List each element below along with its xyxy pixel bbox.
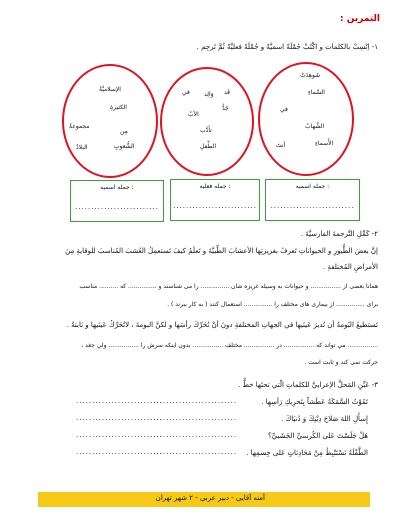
q2-translation-line: ................ مي تواند که ................ در ................ مختلف ................ بدون اینکه سرش را ................ ولي جغد ، [81, 342, 378, 349]
circle-word: جَدُّ [222, 105, 229, 112]
circle-word: الشِّهابُ [305, 123, 325, 130]
circle-word: في [182, 89, 190, 96]
box-answer-line: .......................... [270, 202, 355, 210]
q2-arabic-line: تَستطيعُ البُومةُ أن تُديرَ عَينَيها في الجهاتِ المختلفةِ دونَ أنْ تُحَرِّكَ رأسَها و لكنَّ البومةَ ، لاتُحَرِّكُ عَينَيها و ثابتةٌ . [66, 321, 378, 329]
q3-answer-blank[interactable]: ........................... [76, 431, 164, 439]
circle-word: وَالِد [204, 91, 214, 98]
circle-word: الإسلاميَّةُ [99, 86, 121, 93]
circle-word: الشُّعوبِ [114, 143, 135, 150]
box-answer-line: .......................... [173, 202, 257, 210]
q3-sentence: تَمُوْتُ السَّمَكَةُ عَطَشاً بِتَحرِيكِ رَأسِهِا . [261, 398, 368, 406]
box-label: جمله فعليه : [199, 183, 231, 190]
q3-answer-blank[interactable]: ........................... [76, 448, 164, 456]
circle-word: البلادُ [76, 144, 88, 151]
answer-box-verbal[interactable] [170, 179, 260, 221]
q3-answer-blank[interactable]: ........................... [150, 431, 238, 439]
word-circle-right [258, 62, 354, 176]
answer-box-nominal-right[interactable] [265, 179, 360, 221]
q2-translation-line: همانا بعضی از ................ و حیوانات به وسیله غریزه شان ............... را می شناسند و ............... که .......... مناسب [79, 283, 378, 290]
word-circle-middle [160, 67, 254, 176]
q2-arabic-line: إنَّ بعضَ الطُّيورِ و الحيواناتِ تَعرفُ بغريزتِها الأعشابَ الطِّبيَّةَ و تَعلَمُ كيفَ تَستعمِلُ العُشبَ المُناسبَ للوقايةِ مِنَ [65, 247, 378, 255]
q3-answer-blank[interactable]: ........................... [76, 397, 164, 405]
footer-bar [38, 492, 370, 507]
q2-arabic-line: الأمراضِ المُختلفةِ . [323, 263, 378, 271]
q3-sentence: هَلْ جَلَسْتَ عَلى الكُرسيِّ الخَشَبيِّ؟ [268, 432, 368, 440]
answer-box-nominal-left[interactable] [70, 180, 164, 222]
q2-translation-line: برای ............... از بیماری های مختلف را ............... استعمال کنند ( به کار ببرند ) . [167, 301, 378, 308]
circle-word: شَوهِدَتْ [300, 72, 321, 79]
q3-answer-blank[interactable]: ........................... [76, 414, 164, 422]
box-answer-line: .......................... [75, 203, 159, 211]
q3-sentence: الطَّفْلَةُ نَسْتَنْبِطُ مِنْ مَحَادِثاتٍ عَلى جِسمِها . [246, 449, 368, 457]
circle-word: الكثيرةِ [110, 104, 127, 111]
circle-word: مِن [120, 128, 128, 135]
circle-word: قَد [224, 89, 231, 96]
word-circle-left [62, 64, 158, 178]
q2-translation-line: حرکت نمی کند و ثابت است . [304, 359, 378, 366]
circle-word: الأَسماءِ [315, 140, 334, 147]
q2-instruction: ٢- كَمِّلِ التَّرجمةَ الفارسيَّةَ . [300, 230, 378, 238]
box-label: جمله اسميه : [295, 183, 330, 190]
q3-answer-blank[interactable]: ........................... [150, 414, 238, 422]
circle-word: الطِّفلِ [200, 143, 216, 150]
q3-instruction: ٣- عَيِّنِ المَحلَّ الإعرابيَّ للكلماتِ الّتي تحتَها خطٌّ . [238, 381, 378, 389]
box-label: جمله اسميه : [100, 184, 134, 191]
q3-sentence: إِسأَلِ اللهَ صَلاحَ دِيْنِكَ وَ دُنيَاكَ . [281, 415, 368, 423]
exercise-heading: التمرين : [340, 14, 380, 24]
q1-instruction: ١- اِنْسِبْ بالكلمات و اكْتُبْ جُمْلَةً اسميَّةً و جُمْلَةً فعليَّةً ثُمَّ تَرجِم . [196, 43, 378, 51]
q3-answer-blank[interactable]: ........................... [150, 448, 238, 456]
circle-word: الأبُ [188, 111, 199, 118]
circle-word: في [280, 106, 288, 113]
q3-answer-blank[interactable]: ........................... [150, 397, 238, 405]
circle-word: السَّماءِ [308, 89, 325, 96]
circle-word: مجموعةٌ [69, 123, 90, 130]
circle-word: أنتَ [276, 142, 286, 149]
footer-text: آمنه آقایی - دبیر عربی - ۲ شهر تهران [155, 494, 265, 502]
circle-word: تأدَّب [200, 127, 212, 134]
